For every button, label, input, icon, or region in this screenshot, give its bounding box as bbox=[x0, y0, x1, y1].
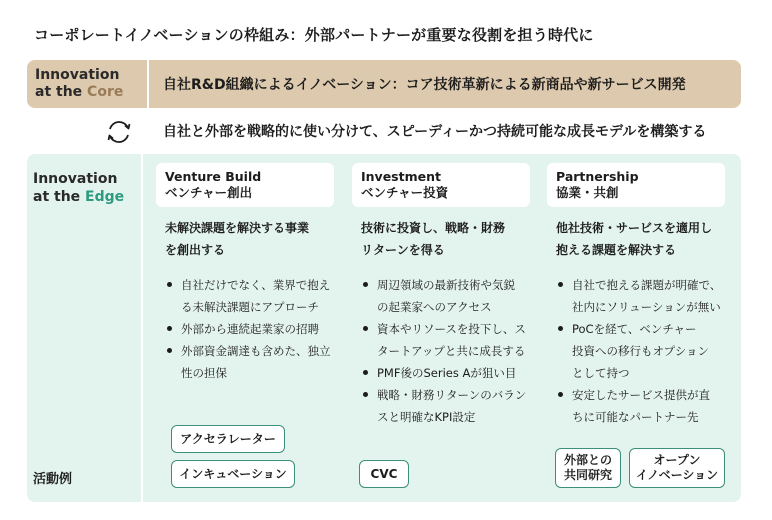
core-label-line2 bbox=[35, 84, 147, 101]
column-header-partnership bbox=[547, 163, 725, 207]
bullet-line: 周辺領域の最新技術や気鋭 bbox=[377, 278, 515, 292]
bullet-line: スと明確なKPI設定 bbox=[377, 410, 476, 424]
tag-open-innovation bbox=[629, 448, 725, 488]
tag-accelerator: アクセラレーター bbox=[171, 425, 285, 453]
edge-label-line1: Innovation bbox=[33, 171, 118, 187]
summary-line: 技術に投資し、戦略・財務 bbox=[361, 221, 506, 235]
bullet-line: 外部資金調達も含めた、独立 bbox=[181, 344, 331, 358]
tag-joint-research bbox=[555, 448, 621, 488]
summary-line: 他社技術・サービスを適用し bbox=[556, 221, 713, 235]
core-label bbox=[27, 60, 147, 108]
tag-incubation: インキュベーション bbox=[171, 460, 295, 488]
list-item bbox=[556, 274, 740, 318]
bullet-line: ちに可能なパートナー先 bbox=[572, 410, 699, 424]
edge-label-accent: Edge bbox=[85, 189, 125, 205]
column-bullets bbox=[556, 274, 740, 428]
bullet-line: 戦略・財務リターンのバラン bbox=[377, 388, 527, 402]
bullet-line: 自社で抱える課題が明確で、 bbox=[572, 278, 722, 292]
summary-line: 抱える課題を解決する bbox=[556, 243, 677, 257]
page-title: コーポレートイノベーションの枠組み：外部パートナーが重要な役割を担う時代に bbox=[34, 26, 594, 44]
summary-line: 未解決課題を解決する事業 bbox=[165, 221, 310, 235]
list-item bbox=[361, 362, 545, 384]
core-label-accent: Core bbox=[87, 84, 124, 100]
column-summary bbox=[165, 217, 345, 261]
edge-label-line2 bbox=[33, 188, 124, 206]
column-name-ja: 協業・共創 bbox=[556, 185, 619, 200]
bullet-line: 社内にソリューションが無い bbox=[572, 300, 721, 314]
column-name-ja: ベンチャー投資 bbox=[361, 185, 449, 200]
column-summary bbox=[361, 217, 541, 261]
bullet-line: PMF後のSeries Aが狙い目 bbox=[377, 366, 517, 380]
column-name-en: Investment bbox=[361, 169, 441, 184]
core-label-line1: Innovation bbox=[35, 67, 120, 83]
edge-label-prefix: at the bbox=[33, 189, 86, 205]
strategy-text: 自社と外部を戦略的に使い分けて、スピーディーかつ持続可能な成長モデルを構築する bbox=[163, 124, 707, 140]
core-band bbox=[27, 60, 741, 108]
column-summary bbox=[556, 217, 736, 261]
tag-line: イノベーション bbox=[635, 468, 719, 482]
column-name-en: Venture Build bbox=[165, 169, 262, 184]
list-item bbox=[165, 318, 349, 340]
bullet-line: 自社だけでなく、業界で抱え bbox=[181, 278, 331, 292]
core-label-prefix: at the bbox=[35, 84, 88, 100]
bullet-line: PoCを経て、ベンチャー bbox=[572, 322, 697, 336]
column-header-venture-build bbox=[156, 163, 334, 207]
column-name-ja: ベンチャー創出 bbox=[165, 185, 253, 200]
bullet-line: タートアップと共に成長する bbox=[377, 344, 526, 358]
bullet-line: 投資への移行もオプション bbox=[572, 344, 709, 358]
list-item bbox=[556, 318, 740, 384]
list-item bbox=[361, 384, 545, 428]
core-divider bbox=[147, 60, 149, 108]
list-item bbox=[361, 318, 545, 362]
bullet-line: の起業家へのアクセス bbox=[377, 300, 492, 314]
examples-label: 活動例 bbox=[33, 472, 73, 487]
list-item bbox=[556, 384, 740, 428]
list-item bbox=[165, 274, 349, 318]
tag-line: 外部との bbox=[563, 453, 612, 467]
list-item bbox=[361, 274, 545, 318]
tag-cvc: CVC bbox=[359, 460, 409, 488]
tag-line: オープン bbox=[653, 453, 701, 467]
edge-label bbox=[33, 170, 124, 206]
summary-line: リターンを得る bbox=[361, 243, 445, 257]
cycle-arrows-icon bbox=[104, 117, 134, 147]
edge-divider bbox=[141, 154, 143, 502]
core-description: 自社R&D組織によるイノベーション：コア技術革新による新商品や新サービス開発 bbox=[163, 77, 686, 93]
tag-line: 共同研究 bbox=[563, 468, 612, 482]
column-name-en: Partnership bbox=[556, 169, 639, 184]
bullet-line: 安定したサービス提供が直 bbox=[572, 388, 710, 402]
summary-line: を創出する bbox=[165, 243, 226, 257]
bullet-line: る未解決課題にアプローチ bbox=[181, 300, 319, 314]
bullet-line: として持つ bbox=[572, 366, 630, 380]
column-bullets bbox=[165, 274, 349, 384]
bullet-line: 外部から連続起業家の招聘 bbox=[181, 322, 319, 336]
column-bullets bbox=[361, 274, 545, 428]
column-header-investment bbox=[352, 163, 530, 207]
bullet-line: 性の担保 bbox=[181, 366, 227, 380]
bullet-line: 資本やリソースを投下し、ス bbox=[377, 322, 526, 336]
list-item bbox=[165, 340, 349, 384]
